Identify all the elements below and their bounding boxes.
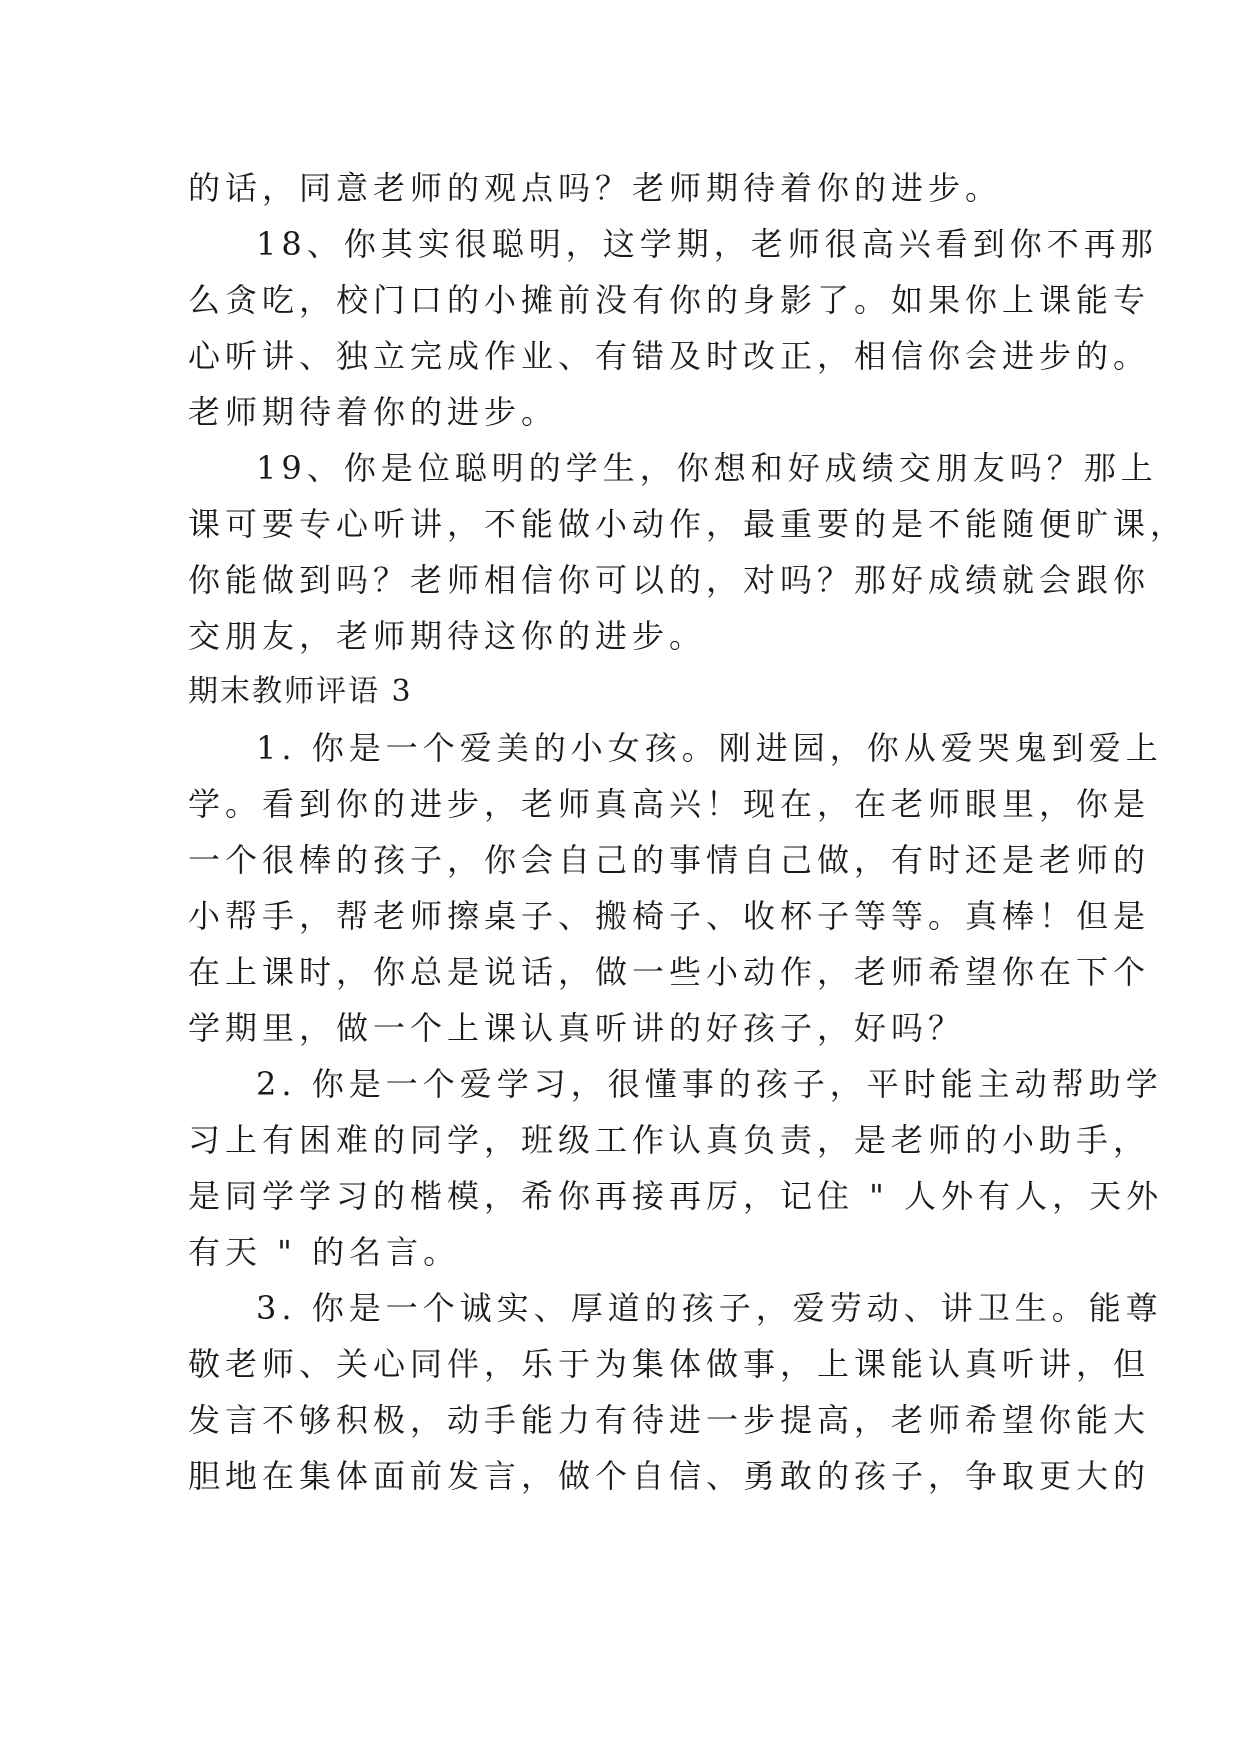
text-line: 有天 " 的名言。: [188, 1233, 461, 1271]
text-line: 你能做到吗？老师相信你可以的，对吗？那好成绩就会跟你: [188, 561, 1151, 599]
text-line: 的话，同意老师的观点吗？老师期待着你的进步。: [188, 169, 1003, 207]
text-line: 学期里，做一个上课认真听讲的好孩子，好吗？: [188, 1009, 966, 1047]
document-body: [188, 160, 1188, 1504]
text-line: 胆地在集体面前发言，做个自信、勇敢的孩子，争取更大的: [188, 1457, 1151, 1495]
text-line: 心听讲、独立完成作业、有错及时改正，相信你会进步的。: [188, 337, 1151, 375]
text-line: 一个很棒的孩子，你会自己的事情自己做，有时还是老师的: [188, 841, 1151, 879]
text-line: 习上有困难的同学，班级工作认真负责，是老师的小助手，: [188, 1121, 1151, 1159]
text-line: 小帮手，帮老师擦桌子、搬椅子、收杯子等等。真棒！但是: [188, 897, 1151, 935]
text-line: 1. 你是一个爱美的小女孩。刚进园，你从爱哭鬼到爱上: [256, 729, 1163, 767]
text-line: 交朋友，老师期待这你的进步。: [188, 617, 707, 655]
text-line: 19、你是位聪明的学生，你想和好成绩交朋友吗？那上: [256, 449, 1158, 487]
text-line: 18、你其实很聪明，这学期，老师很高兴看到你不再那: [256, 225, 1158, 263]
text-line: 课可要专心听讲，不能做小动作，最重要的是不能随便旷课，: [188, 505, 1188, 543]
text-line: 3. 你是一个诚实、厚道的孩子，爱劳动、讲卫生。能尊: [256, 1289, 1163, 1327]
text-line: 是同学学习的楷模，希你再接再厉，记住 " 人外有人，天外: [188, 1177, 1164, 1215]
text-line: 么贪吃，校门口的小摊前没有你的身影了。如果你上课能专: [188, 281, 1151, 319]
section-heading: 期末教师评语 3: [188, 674, 413, 709]
text-line: 学。看到你的进步，老师真高兴！现在，在老师眼里，你是: [188, 785, 1151, 823]
text-line: 在上课时，你总是说话，做一些小动作，老师希望你在下个: [188, 953, 1151, 991]
text-line: 老师期待着你的进步。: [188, 393, 559, 431]
text-line: 发言不够积极，动手能力有待进一步提高，老师希望你能大: [188, 1401, 1151, 1439]
text-line: 敬老师、关心同伴，乐于为集体做事，上课能认真听讲，但: [188, 1345, 1151, 1383]
text-line: 2. 你是一个爱学习，很懂事的孩子，平时能主动帮助学: [256, 1065, 1163, 1103]
